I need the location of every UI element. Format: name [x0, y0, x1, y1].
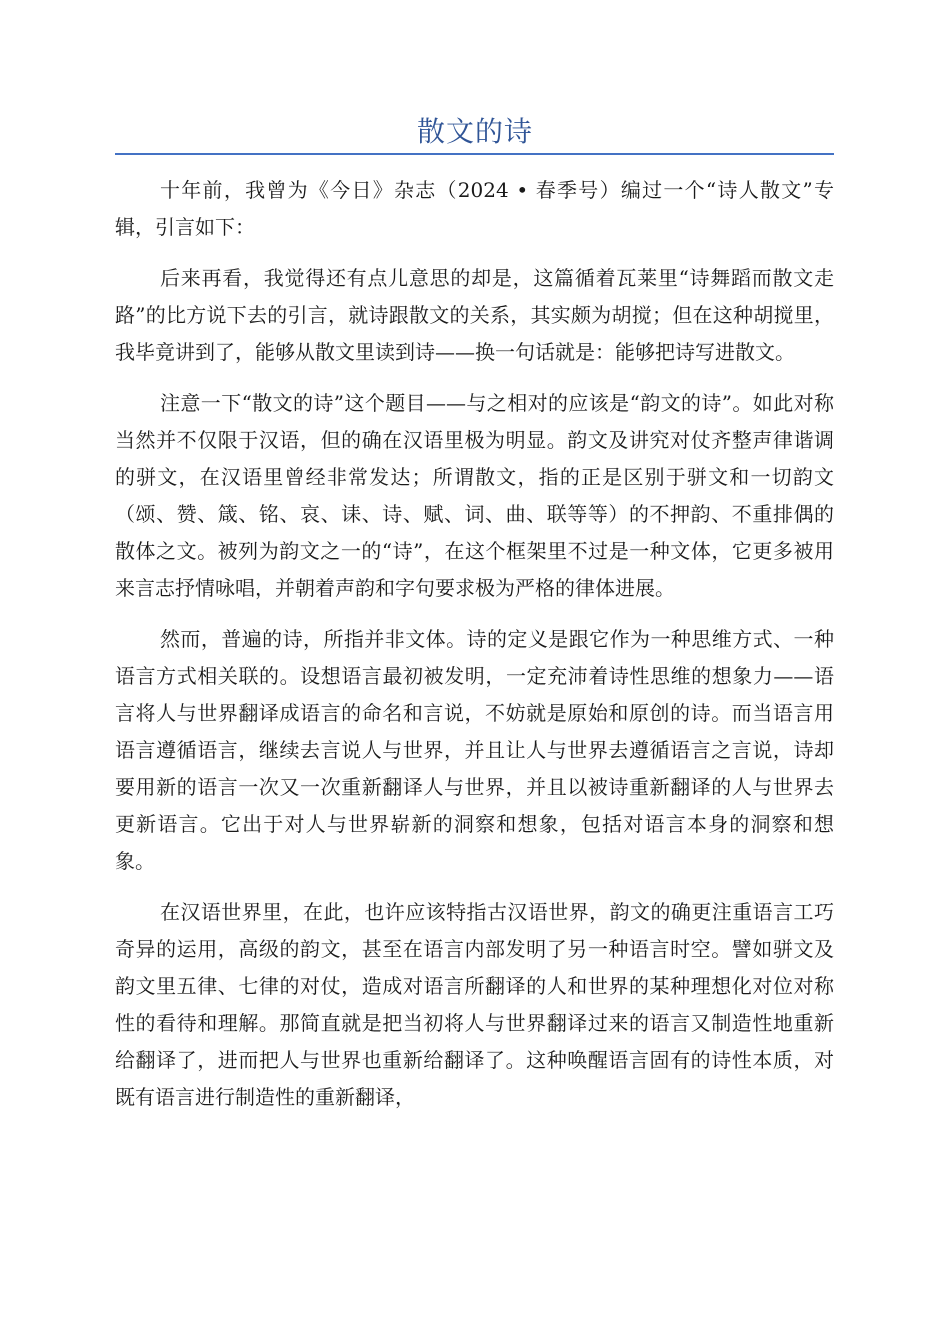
- paragraph-5: 在汉语世界里，在此，也许应该特指古汉语世界，韵文的确更注重语言工巧奇异的运用，高级的韵文，甚至在语言内部发明了另一种语言时空。譬如骈文及韵文里五律、七律的对仗，造成对语言所翻译的人和世界的某种理想化对位对称性的看待和理解。那简直就是把当初将人与世界翻译过来的语言又制造性地重新给翻译了，进而把人与世界也重新给翻译了。这种唤醒语言固有的诗性本质，对既有语言进行制造性的重新翻译，: [115, 900, 834, 1109]
- paragraph-3: 注意一下“散文的诗”这个题目——与之相对的应该是“韵文的诗”。如此对称当然并不仅限于汉语，但的确在汉语里极为明显。韵文及讲究对仗齐整声律谐调的骈文，在汉语里曾经非常发达；所谓散文，指的正是区别于骈文和一切韵文（颂、赞、箴、铭、哀、诔、诗、赋、词、曲、联等等）的不押韵、不重排偶的散体之文。被列为韵文之一的“诗”，在这个框架里不过是一种文体，它更多被用来言志抒情咏唱，并朝着声韵和字句要求极为严格的律体进展。: [115, 391, 834, 600]
- document-title: 散文的诗: [416, 115, 533, 148]
- paragraph-4: 然而，普遍的诗，所指并非文体。诗的定义是跟它作为一种思维方式、一种语言方式相关联的。设想语言最初被发明，一定充沛着诗性思维的想象力——语言将人与世界翻译成语言的命名和言说，不妨就是原始和原创的诗。而当语言用语言遵循语言，继续去言说人与世界，并且让人与世界去遵循语言之言说，诗却要用新的语言一次又一次重新翻译人与世界，并且以被诗重新翻译的人与世界去更新语言。它出于对人与世界崭新的洞察和想象，包括对语言本身的洞察和想象。: [115, 627, 834, 873]
- document-body: [115, 172, 834, 1130]
- paragraph-1: 十年前，我曾为《今日》杂志（2024 • 春季号）编过一个“诗人散文”专辑，引言如下：: [115, 178, 834, 239]
- paragraph-2: 后来再看，我觉得还有点儿意思的却是，这篇循着瓦莱里“诗舞蹈而散文走路”的比方说下去的引言，就诗跟散文的关系，其实颇为胡搅；但在这种胡搅里，我毕竟讲到了，能够从散文里读到诗——换一句话就是：能够把诗写进散文。: [115, 266, 834, 364]
- title-underline: [115, 153, 834, 155]
